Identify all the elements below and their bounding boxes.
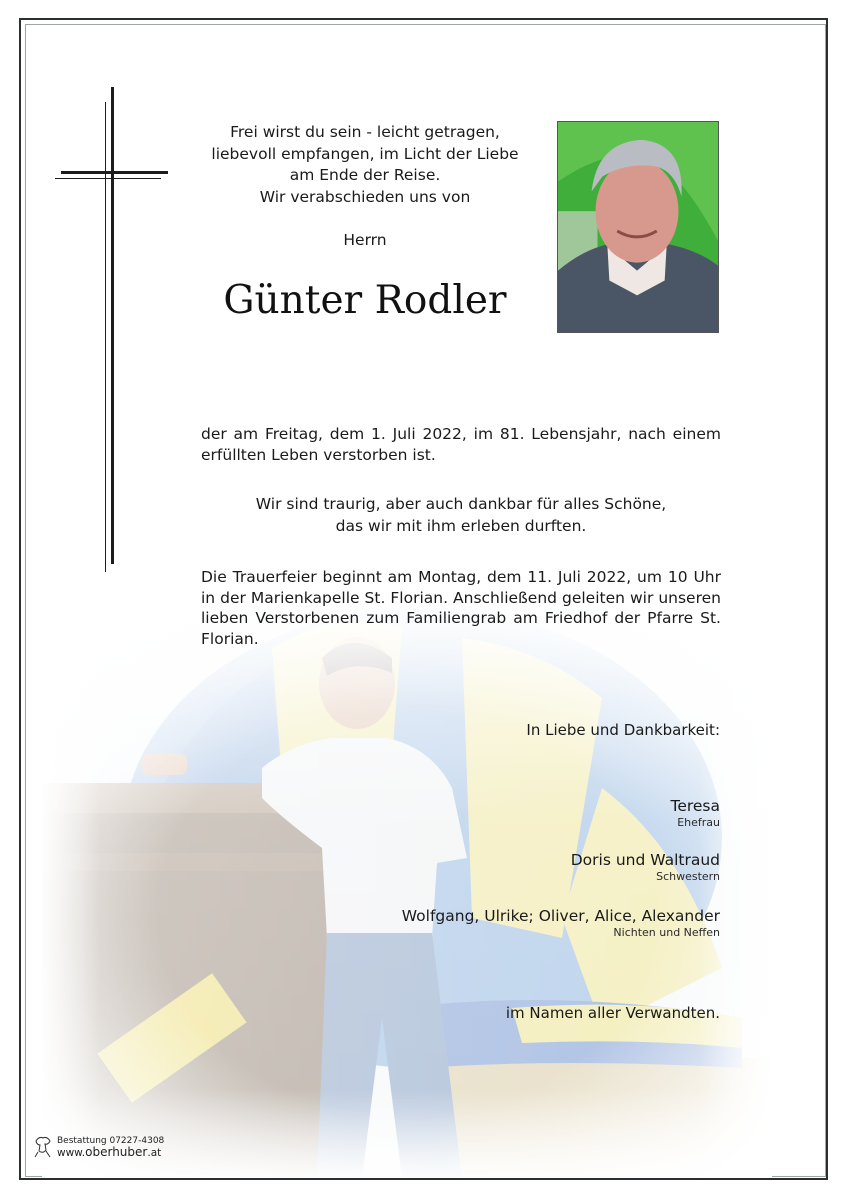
mourner-name: Wolfgang, Ulrike; Oliver, Alice, Alexander [401, 907, 720, 925]
funeral-home-website[interactable] [57, 1144, 164, 1159]
sentiment-line: Wir sind traurig, aber auch dankbar für alles Schöne, [255, 495, 667, 513]
mourner-relation: Nichten und Neffen [613, 926, 720, 939]
verse-line: am Ende der Reise. [289, 166, 441, 184]
ceremony-info: Die Trauerfeier beginnt am Montag, dem 11. Juli 2022, um 10 Uhr in der Marienkapelle St. Florian. Anschließend geleiten wir unseren lieben Verstorbenen zum Familiengrab am Friedhof der Pfarre St. Florian. [201, 568, 721, 648]
closing-line: im Namen aller Verwandten. [505, 1004, 720, 1022]
verse-line: Frei wirst du sein - leicht getragen, [230, 123, 500, 141]
mourner-entry [670, 797, 720, 830]
web-suffix: .at [147, 1146, 162, 1159]
web-brand: oberhuber [85, 1144, 148, 1159]
mourner-relation: Ehefrau [677, 816, 720, 829]
funeral-home-footer [33, 1135, 164, 1159]
web-prefix: www. [57, 1146, 86, 1159]
funeral-home-phone: Bestattung 07227-4308 [57, 1135, 165, 1146]
angel-logo-icon [33, 1135, 53, 1159]
death-notice: der am Freitag, dem 1. Juli 2022, im 81. Lebensjahr, nach einem erfüllten Leben verstorben ist. [201, 425, 721, 464]
portrait-photo [557, 121, 719, 333]
salutation: Herrn [343, 231, 387, 249]
verse-line: Wir verabschieden uns von [259, 187, 471, 206]
verse [200, 122, 530, 208]
mourner-entry [571, 851, 720, 884]
verse-line: liebevoll empfangen, im Licht der Liebe [211, 144, 519, 163]
mourner-name: Doris und Waltraud [570, 851, 720, 869]
mourner-name: Teresa [670, 797, 720, 815]
mourner-entry [402, 907, 720, 940]
mourner-relation: Schwestern [656, 870, 720, 883]
mourners-heading: In Liebe und Dankbarkeit: [526, 721, 720, 739]
sentiment-line: das wir mit ihm erleben durften. [335, 516, 587, 535]
deceased-name: Günter Rodler [223, 278, 507, 323]
sentiment [201, 494, 721, 537]
